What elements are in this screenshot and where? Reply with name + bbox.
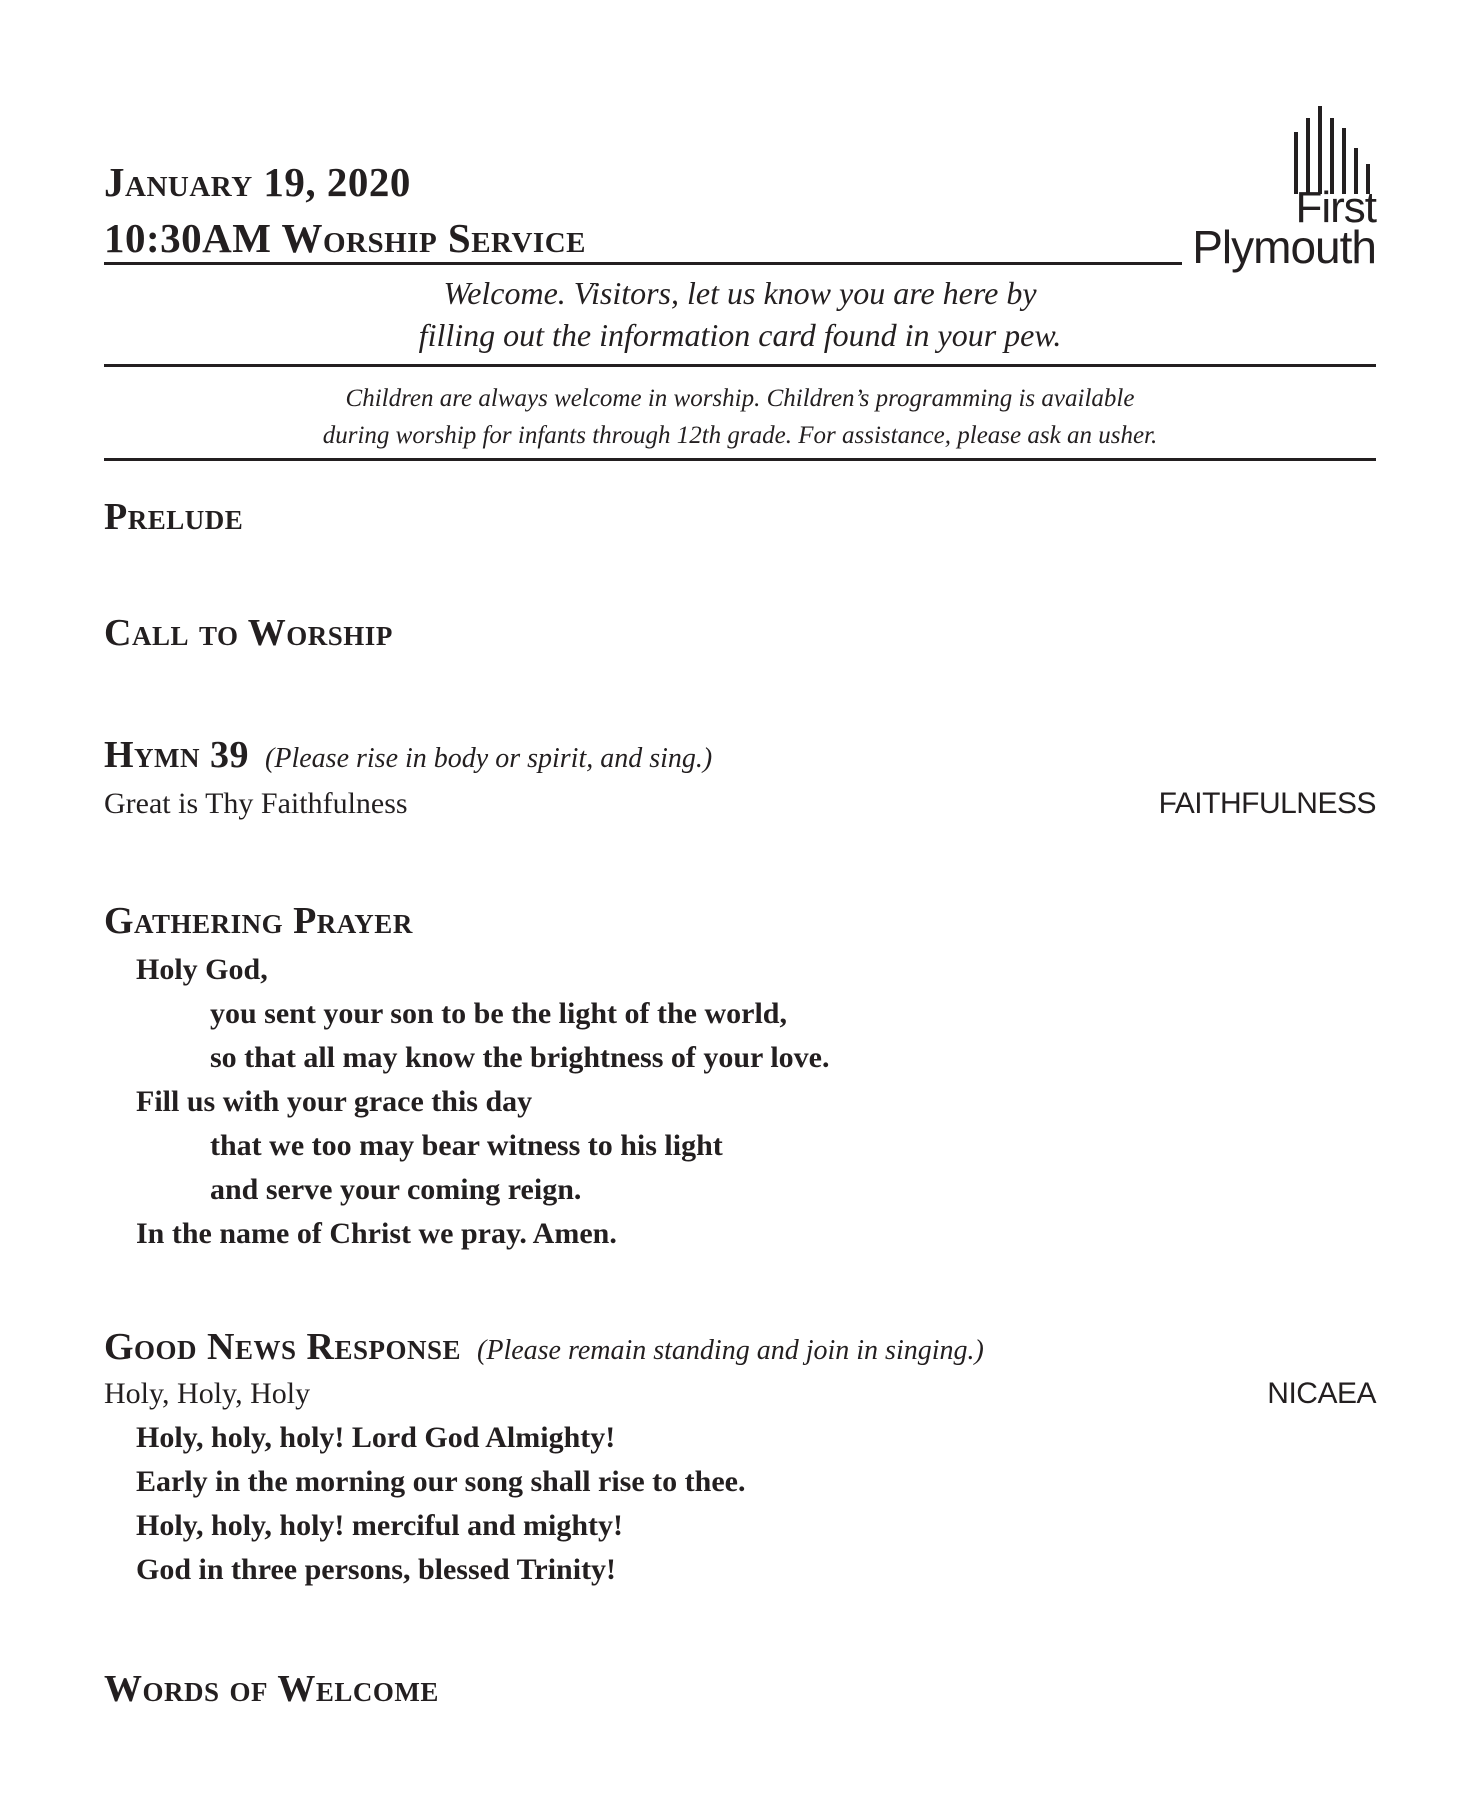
prayer-line: Fill us with your grace this day bbox=[136, 1085, 533, 1118]
children-note-line: during worship for infants through 12th grade. For assistance, please ask an usher. bbox=[322, 422, 1158, 449]
first-plymouth-logo bbox=[1192, 104, 1376, 284]
service-date: January 19, 2020 bbox=[104, 159, 411, 205]
gathering-prayer-text bbox=[104, 948, 829, 1256]
lyric-line: Holy, holy, holy! Lord God Almighty! bbox=[136, 1421, 616, 1454]
good-news-heading bbox=[104, 1324, 984, 1374]
good-news-song-title: Holy, Holy, Holy bbox=[104, 1377, 311, 1410]
logo-plymouth: Plymouth bbox=[1192, 221, 1376, 273]
prayer-line: Holy God, bbox=[136, 953, 268, 986]
children-note bbox=[250, 380, 1230, 454]
organ-pipes-icon bbox=[1196, 104, 1376, 194]
call-to-worship-heading: Call to Worship bbox=[104, 612, 393, 654]
prayer-line: and serve your coming reign. bbox=[210, 1173, 582, 1206]
good-news-tune: NICAEA bbox=[1267, 1377, 1376, 1410]
hymn-title: Hymn 39 bbox=[104, 734, 250, 776]
good-news-title: Good News Response bbox=[104, 1326, 462, 1368]
prelude-heading: Prelude bbox=[104, 496, 244, 538]
children-note-line: Children are always welcome in worship. Children’s programming is available bbox=[345, 385, 1135, 412]
logo-first: First bbox=[1295, 183, 1376, 232]
good-news-lyrics bbox=[104, 1416, 745, 1592]
hymn-note: (Please rise in body or spirit, and sing.) bbox=[265, 743, 713, 774]
hymn-tune: FAITHFULNESS bbox=[1158, 787, 1376, 820]
prayer-line: In the name of Christ we pray. Amen. bbox=[136, 1217, 617, 1250]
lyric-line: Early in the morning our song shall rise to thee. bbox=[136, 1465, 746, 1498]
lyric-line: God in three persons, blessed Trinity! bbox=[136, 1553, 617, 1586]
welcome-rule bbox=[104, 364, 1376, 367]
lyric-line: Holy, holy, holy! merciful and mighty! bbox=[136, 1509, 623, 1542]
hymn-song-title: Great is Thy Faithfulness bbox=[104, 787, 408, 820]
welcome-line: Welcome. Visitors, let us know you are here by bbox=[443, 275, 1037, 311]
hymn-heading bbox=[104, 732, 712, 782]
children-rule bbox=[104, 458, 1376, 461]
prayer-line: that we too may bear witness to his light bbox=[210, 1129, 723, 1162]
prayer-line: so that all may know the brightness of your love. bbox=[210, 1041, 830, 1074]
good-news-note: (Please remain standing and join in singing.) bbox=[477, 1335, 984, 1366]
welcome-line: filling out the information card found in your pew. bbox=[418, 317, 1062, 353]
header-rule bbox=[104, 262, 1182, 265]
prayer-line: you sent your son to be the light of the world, bbox=[210, 997, 787, 1030]
gathering-prayer-heading: Gathering Prayer bbox=[104, 900, 413, 942]
words-of-welcome-heading: Words of Welcome bbox=[104, 1668, 439, 1710]
service-title: 10:30AM Worship Service bbox=[104, 215, 586, 261]
welcome-message bbox=[300, 272, 1180, 356]
